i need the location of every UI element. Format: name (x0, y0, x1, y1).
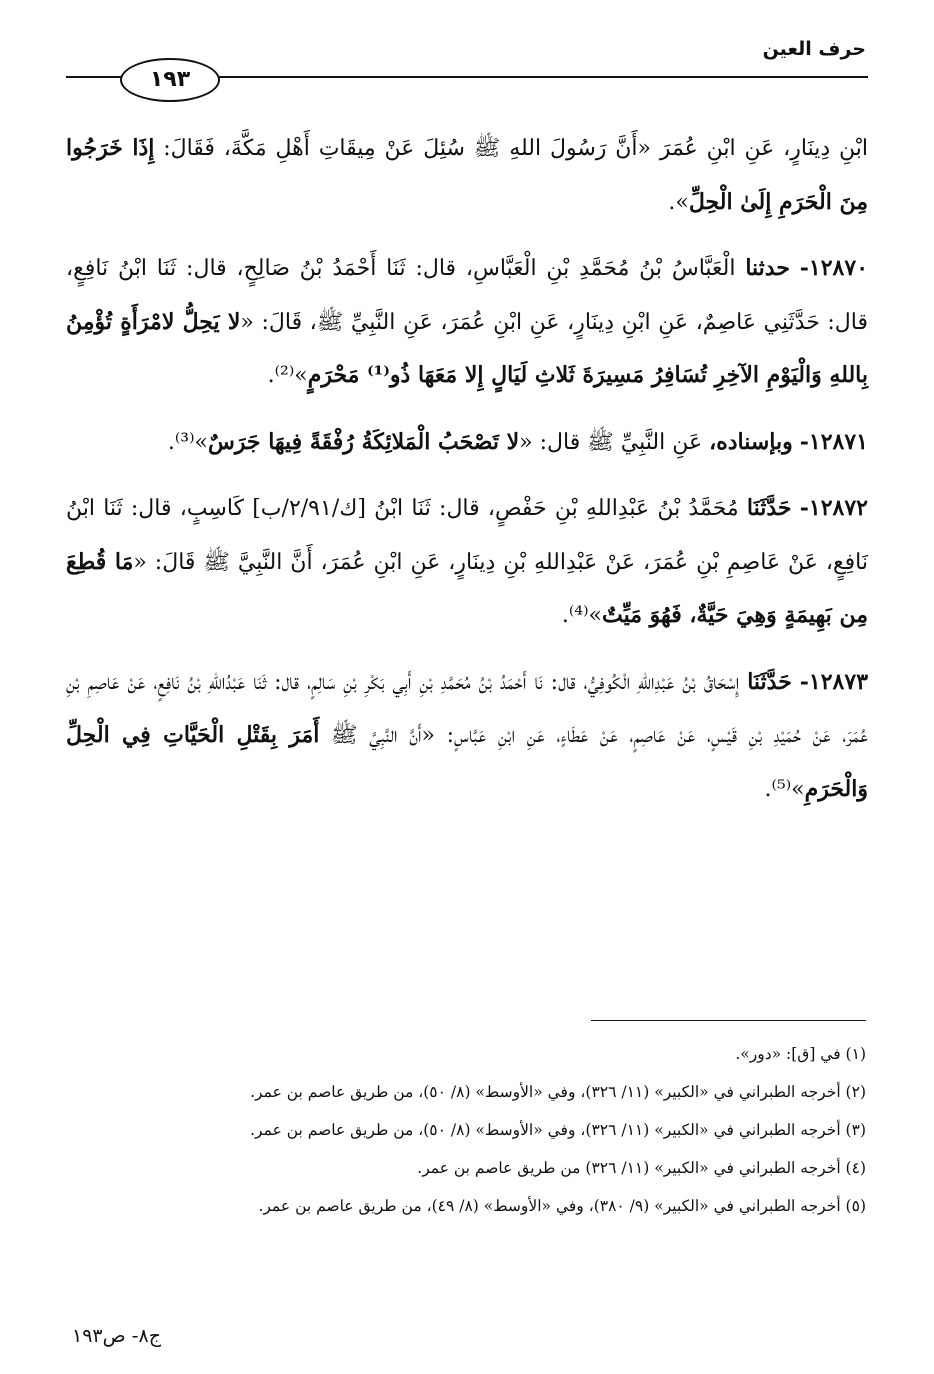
paragraph-text: ابْنِ دِينَارٍ، عَنِ ابْنِ عُمَرَ «أَنَّ رَسُولَ اللهِ ﷺ سُئِلَ عَنْ مِيقَاتِ أَهْلِ مَكَّةَ، فَقَالَ: (154, 136, 868, 161)
page-number: ١٩٣ (120, 58, 220, 102)
paragraph-text: إِسْحَاقُ بْنُ عَبْدِاللهِ الْكُوفِيُّ، قال: نَا أَحْمَدُ بْنُ مُحَمَّدِ بْنِ أَبِي بَكْرِ بْنِ سَالِمٍ، قال: ثَنَا عَبْدُاللهِ بْنُ نَافِعٍ، عَنْ عَاصِمِ بْنِ عُمَرَ، عَنْ حُمَيْدِ بْنِ قَيْسٍ، عَنْ عَاصِمٍ، عَنْ عَطَاءٍ، عَنِ ابْنِ عَبَّاسٍ: «أَنَّ النَّبِيَّ ﷺ (66, 669, 868, 748)
paragraph-text: الْعَبَّاسُ بْنُ مُحَمَّدِ بْنِ الْعَبَّاسِ، قال: ثَنَا أَحْمَدُ بْنُ صَالِحٍ، قال: ثَنَا ابْنُ نَافِعٍ، قال: حَدَّثَنِي عَاصِمٌ، عَنِ ابْنِ دِينَارٍ، عَنِ ابْنِ عُمَرَ، عَنِ النَّبِيِّ ﷺ، قَالَ: « (66, 256, 868, 335)
paragraph-tail: ». (668, 189, 689, 215)
hadith-number: ١٢٨٧٣- (799, 668, 869, 695)
paragraph-tail: »⁽⁴⁾. (561, 603, 602, 628)
hadith-number: ١٢٨٧١- (799, 428, 868, 455)
volume-page-signature: ج٨- ص١٩٣ (72, 1325, 161, 1347)
paragraph-tail: »⁽³⁾. (167, 429, 208, 455)
hadith-number: ١٢٨٧٢- (799, 495, 868, 521)
paragraph-text: عَنِ النَّبِيِّ ﷺ قال: « (519, 429, 703, 455)
paragraph-continuation (66, 122, 868, 229)
footnotes (66, 1035, 866, 1225)
hadith-lead: حدثنا (745, 255, 790, 281)
paragraph-tail: »⁽²⁾. (267, 363, 308, 388)
hadith-12870 (66, 242, 868, 403)
paragraph-text: مُحَمَّدُ بْنُ عَبْدِاللهِ بْنِ حَفْصٍ، قال: ثَنَا ابْنُ [ك/٢/٩١/ب] كَاسِبٍ، قال: ثَنَا ابْنُ نَافِعٍ، عَنْ عَاصِمِ بْنِ عُمَرَ، عَنْ عَبْدِاللهِ بْنِ دِينَارٍ، عَنِ ابْنِ عُمَرَ، أَنَّ النَّبِيَّ ﷺ قَالَ: « (66, 496, 868, 575)
hadith-lead: وبإسناده، (709, 428, 793, 455)
main-text (66, 122, 868, 816)
running-title: حرف العين (762, 38, 866, 60)
hadith-12872 (66, 482, 868, 643)
footnote: (٣) أخرجه الطبراني في «الكبير» (١١/ ٣٢٦)، وفي «الأوسط» (٨/ ٥٠)، من طريق عاصم بن عمر. (250, 1121, 866, 1139)
hadith-quote: لا تَصْحَبُ الْمَلائِكَةُ رُفْقَةً فِيهَا جَرَسٌ (207, 428, 520, 455)
footnote: (٥) أخرجه الطبراني في «الكبير» (٩/ ٣٨٠)، وفي «الأوسط» (٨/ ٤٩)، من طريق عاصم بن عمر. (258, 1197, 866, 1215)
hadith-quote: لا يَحِلُّ لامْرَأَةٍ تُؤْمِنُ بِاللهِ وَالْيَوْمِ الآخِرِ تُسَافِرُ مَسِيرَةَ ثَلاثِ لَيَالٍ إِلا مَعَهَا ذُو⁽¹⁾ مَحْرَمٍ (66, 308, 868, 388)
hadith-12873 (66, 656, 868, 817)
footnote: (١) في [ق]: «دور». (735, 1045, 866, 1063)
footnote: (٢) أخرجه الطبراني في «الكبير» (١١/ ٣٢٦)، وفي «الأوسط» (٨/ ٥٠)، من طريق عاصم بن عمر. (250, 1083, 866, 1101)
hadith-lead: حَدَّثَنَا (746, 495, 792, 521)
hadith-quote: مَا قُطِعَ مِن بَهِيمَةٍ وَهِيَ حَيَّةٌ، فَهُوَ مَيِّتٌ (66, 548, 868, 628)
hadith-number: ١٢٨٧٠- (799, 255, 869, 281)
hadith-quote: أَمَرَ بِقَتْلِ الْحَيَّاتِ فِي الْحِلِّ وَالْحَرَمِ (66, 722, 868, 802)
hadith-12871 (66, 416, 868, 470)
hadith-quote: إِذَا خَرَجُوا مِنَ الْحَرَمِ إِلَىٰ الْحِلِّ (66, 135, 868, 215)
paragraph-tail: »⁽⁵⁾. (764, 776, 805, 802)
footnote-rule (591, 1020, 866, 1021)
footnote: (٤) أخرجه الطبراني في «الكبير» (١١/ ٣٢٦) من طريق عاصم بن عمر. (417, 1159, 866, 1177)
hadith-lead: حَدَّثَنَا (747, 668, 792, 695)
